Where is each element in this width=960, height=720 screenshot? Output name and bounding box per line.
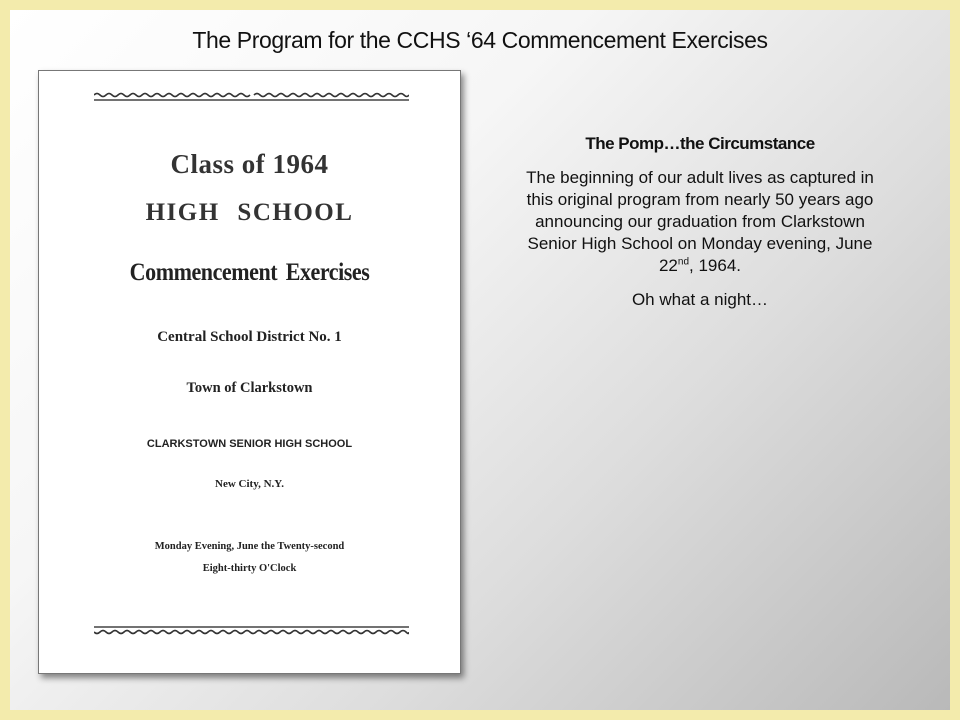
program-school-line: HIGH SCHOOL	[145, 199, 354, 226]
caption-body	[520, 167, 880, 277]
caption-body-end: , 1964.	[689, 256, 742, 275]
caption-closing: Oh what a night…	[631, 290, 769, 309]
decorative-border-top	[94, 91, 409, 103]
caption-body-superscript: nd	[677, 256, 690, 268]
program-time-line: Eight-thirty O'Clock	[202, 563, 297, 574]
slide	[10, 10, 950, 710]
program-evening-line: Monday Evening, June the Twenty-second	[154, 541, 345, 552]
caption-heading: The Pomp…the Circumstance	[585, 134, 815, 153]
decorative-border-bottom	[94, 624, 409, 636]
program-district-line: Central School District No. 1	[157, 329, 342, 345]
program-class-line: Class of 1964	[170, 149, 329, 179]
program-city-line: New City, N.Y.	[215, 478, 284, 490]
program-town-line: Town of Clarkstown	[186, 380, 313, 396]
program-school-name: CLARKSTOWN SENIOR HIGH SCHOOL	[146, 438, 353, 450]
caption-panel	[520, 134, 880, 310]
caption-body-text: The beginning of our adult lives as captured in this original program from nearly 50 years ago announcing our graduation from Clarkstown Senior High School on Monday evening, June 22	[526, 168, 874, 275]
slide-title: The Program for the CCHS ‘64 Commencement Exercises	[192, 27, 768, 53]
program-exercises-line: Commencement Exercises	[129, 259, 370, 286]
program-image	[38, 70, 461, 674]
